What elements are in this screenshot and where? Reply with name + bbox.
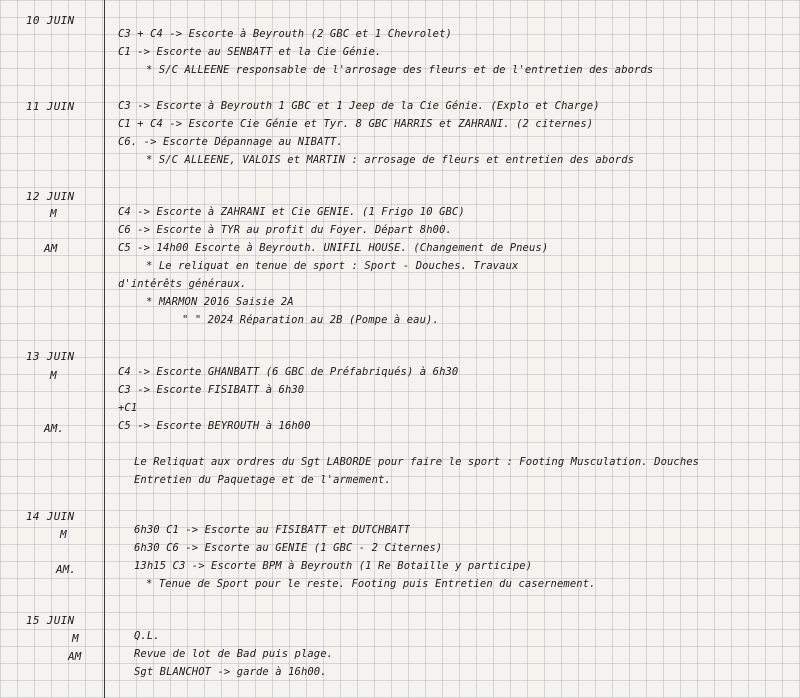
time-slot: M	[72, 632, 79, 645]
log-line: C1 + C4 -> Escorte Cie Génie et Tyr. 8 GBC HARRIS et ZAHRANI. (2 citernes)	[118, 118, 594, 130]
time-slot: AM.	[44, 422, 64, 435]
date-label: 15 JUIN	[26, 614, 75, 627]
date-label: 11 JUIN	[26, 100, 75, 113]
log-line: * MARMON 2016 Saisie 2A	[146, 296, 294, 308]
log-line: Q.L.	[134, 630, 160, 642]
log-line: C5 -> Escorte BEYROUTH à 16h00	[118, 420, 311, 432]
date-label: 10 JUIN	[26, 14, 75, 27]
log-line: C6 -> Escorte à TYR au profit du Foyer. Départ 8h00.	[118, 224, 452, 236]
log-line: C1 -> Escorte au SENBATT et la Cie Génie.	[118, 46, 382, 58]
log-line: * Tenue de Sport pour le reste. Footing puis Entretien du casernement.	[146, 578, 596, 590]
log-line: 6h30 C6 -> Escorte au GENIE (1 GBC - 2 Citernes)	[134, 542, 443, 554]
date-label: 13 JUIN	[26, 350, 75, 363]
time-slot: M	[60, 528, 67, 541]
time-slot: AM	[44, 242, 58, 255]
log-line: Entretien du Paquetage et de l'armement.	[134, 474, 391, 486]
log-line: * S/C ALLEENE responsable de l'arrosage des fleurs et de l'entretien des abords	[146, 64, 654, 76]
log-line: Sgt BLANCHOT -> garde à 16h00.	[134, 666, 327, 678]
time-slot: M	[50, 207, 57, 220]
log-line: " " 2024 Réparation au 2B (Pompe à eau).	[182, 314, 439, 326]
date-label: 12 JUIN	[26, 190, 75, 203]
log-line: C3 -> Escorte à Beyrouth 1 GBC et 1 Jeep de la Cie Génie. (Explo et Charge)	[118, 100, 600, 112]
log-line: * Le reliquat en tenue de sport : Sport - Douches. Travaux	[146, 260, 519, 272]
log-line: * S/C ALLEENE, VALOIS et MARTIN : arrosage de fleurs et entretien des abords	[146, 154, 635, 166]
log-line: C3 -> Escorte FISIBATT à 6h30	[118, 384, 305, 396]
log-line: C5 -> 14h00 Escorte à Beyrouth. UNIFIL HOUSE. (Changement de Pneus)	[118, 242, 549, 254]
log-line: +C1	[118, 402, 138, 414]
log-line: Revue de lot de Bad puis plage.	[134, 648, 334, 660]
log-line: C4 -> Escorte GHANBATT (6 GBC de Préfabriqués) à 6h30	[118, 366, 459, 378]
log-line: 13h15 C3 -> Escorte BPM à Beyrouth (1 Re Botaille y participe)	[134, 560, 533, 572]
time-slot: M	[50, 369, 57, 382]
time-slot: AM.	[56, 563, 76, 576]
log-line: C3 + C4 -> Escorte à Beyrouth (2 GBC et 1 Chevrolet)	[118, 28, 452, 40]
log-line: d'intérêts généraux.	[118, 278, 247, 290]
log-line: C6. -> Escorte Dépannage au NIBATT.	[118, 136, 343, 148]
log-line: 6h30 C1 -> Escorte au FISIBATT et DUTCHBATT	[134, 524, 411, 536]
time-slot: AM	[68, 650, 82, 663]
log-line: Le Reliquat aux ordres du Sgt LABORDE pour faire le sport : Footing Musculation. Douches	[134, 456, 700, 468]
margin-line	[104, 0, 105, 698]
log-line: C4 -> Escorte à ZAHRANI et Cie GENIE. (1 Frigo 10 GBC)	[118, 206, 465, 218]
date-label: 14 JUIN	[26, 510, 75, 523]
